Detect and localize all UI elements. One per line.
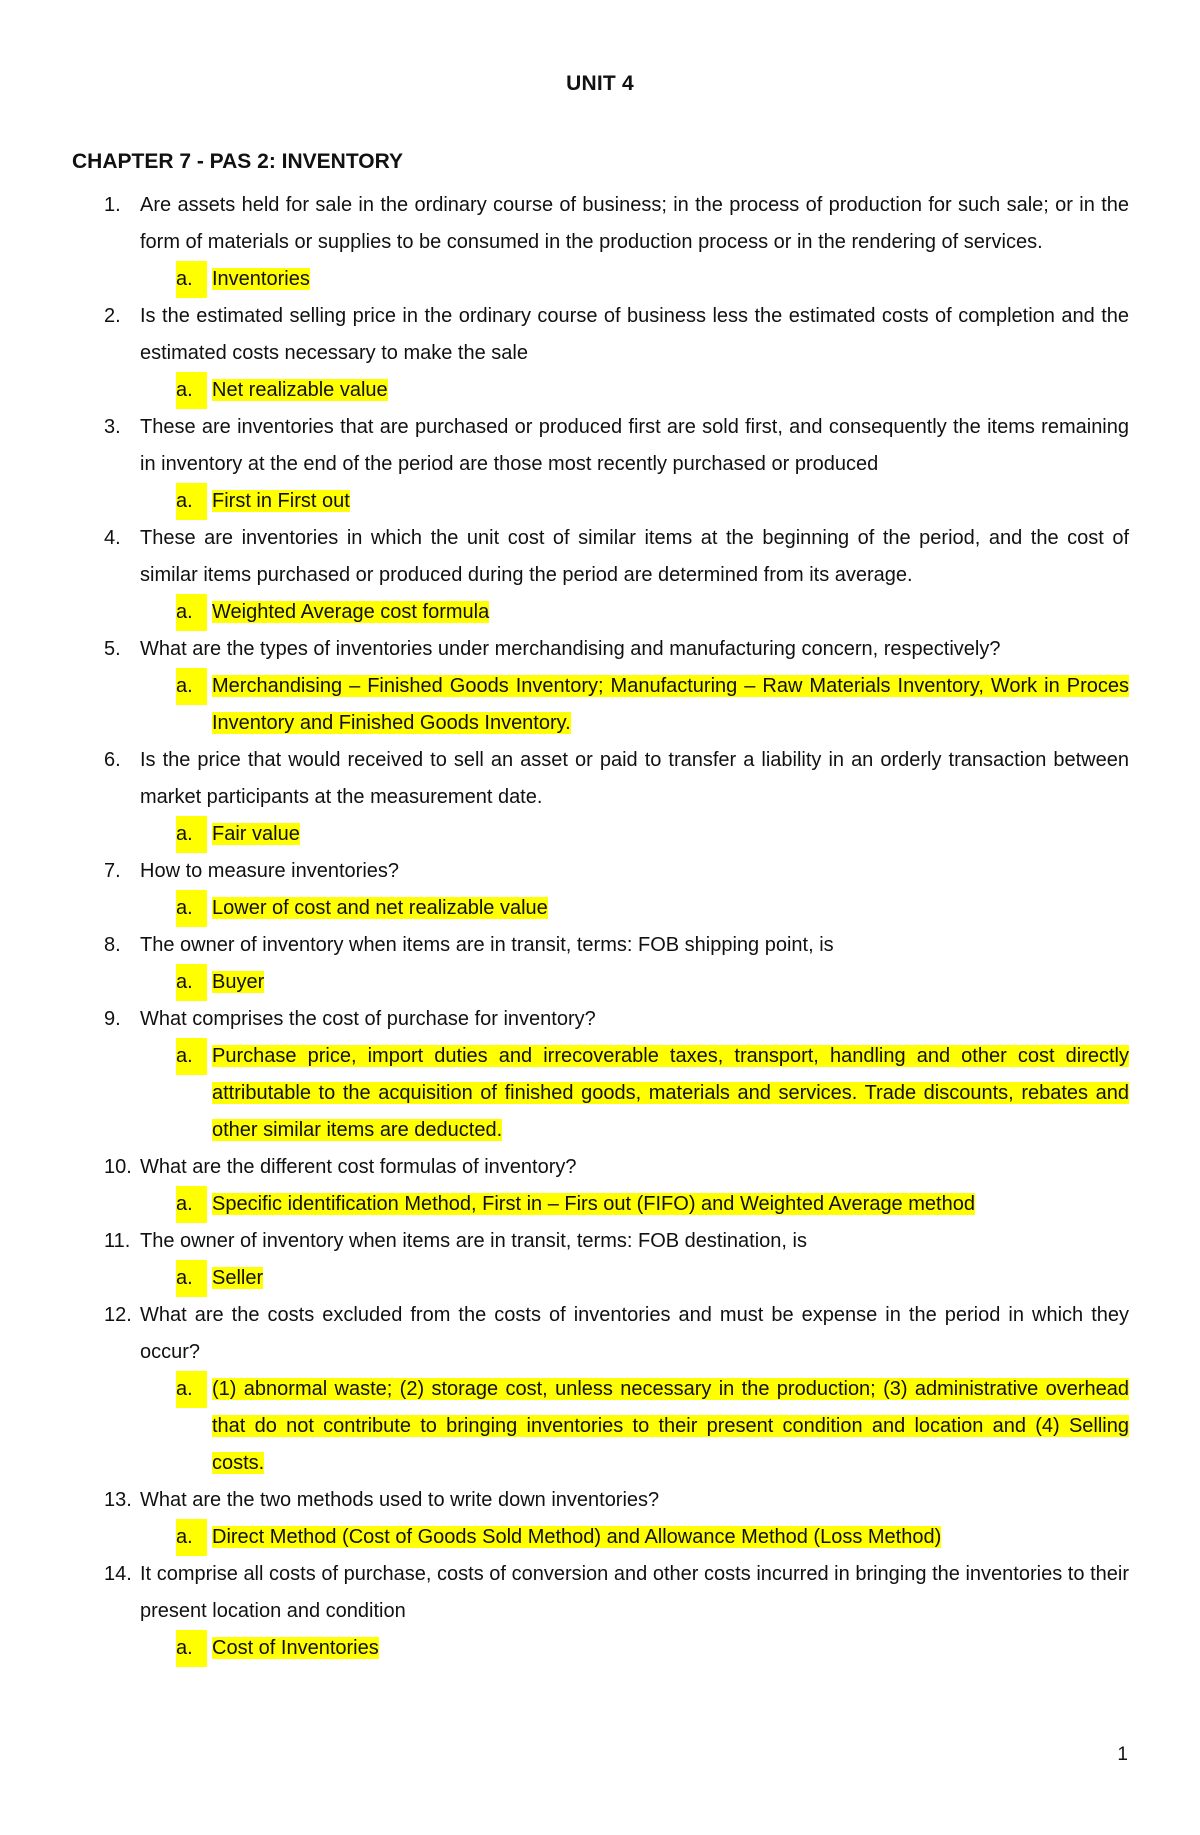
question-text: What are the different cost formulas of inventory? xyxy=(140,1156,577,1178)
question-2 xyxy=(72,298,1129,372)
answer-2 xyxy=(72,372,1129,409)
question-4 xyxy=(72,520,1129,594)
answer-text: Merchandising – Finished Goods Inventory; Manufacturing – Raw Materials Inventory, Work in Proces Inventory and Finished Goods Inventory. xyxy=(212,675,1129,734)
answer-letter: a. xyxy=(176,1630,207,1667)
answer-11 xyxy=(72,1260,1129,1297)
question-number: 6. xyxy=(104,749,121,771)
question-6 xyxy=(72,742,1129,816)
question-text: It comprise all costs of purchase, costs of conversion and other costs incurred in bringing the inventories to their present location and condition xyxy=(140,1563,1129,1622)
answer-7 xyxy=(72,890,1129,927)
page-number: 1 xyxy=(1117,1744,1128,1765)
question-13 xyxy=(72,1482,1129,1519)
answer-text: Purchase price, import duties and irrecoverable taxes, transport, handling and other cost directly attributable to the acquisition of finished goods, materials and services. Trade discounts, rebates and other similar items are deducted. xyxy=(212,1045,1129,1141)
answer-3 xyxy=(72,483,1129,520)
unit-title: UNIT 4 xyxy=(566,72,634,95)
answer-9 xyxy=(72,1038,1129,1149)
answer-text: Lower of cost and net realizable value xyxy=(212,897,548,919)
question-number: 1. xyxy=(104,194,121,216)
question-text: Are assets held for sale in the ordinary course of business; in the process of production for such sale; or in the form of materials or supplies to be consumed in the production process or in the rendering of services. xyxy=(140,194,1129,253)
answer-10 xyxy=(72,1186,1129,1223)
question-number: 4. xyxy=(104,527,121,549)
answer-letter: a. xyxy=(176,1186,207,1223)
question-number: 9. xyxy=(104,1008,121,1030)
question-list xyxy=(72,187,1129,1667)
question-text: Is the estimated selling price in the ordinary course of business less the estimated costs of completion and the estimated costs necessary to make the sale xyxy=(140,305,1129,364)
question-text: What are the types of inventories under merchandising and manufacturing concern, respectively? xyxy=(140,638,1001,660)
question-text: What are the two methods used to write down inventories? xyxy=(140,1489,660,1511)
question-text: What are the costs excluded from the costs of inventories and must be expense in the period in which they occur? xyxy=(140,1304,1129,1363)
answer-13 xyxy=(72,1519,1129,1556)
answer-letter: a. xyxy=(176,1038,207,1075)
answer-12 xyxy=(72,1371,1129,1482)
answer-letter: a. xyxy=(176,964,207,1001)
answer-letter: a. xyxy=(176,890,207,927)
answer-letter: a. xyxy=(176,372,207,409)
question-text: These are inventories in which the unit cost of similar items at the beginning of the period, and the cost of similar items purchased or produced during the period are determined from its average. xyxy=(140,527,1129,586)
question-number: 10. xyxy=(104,1156,132,1178)
answer-letter: a. xyxy=(176,483,207,520)
answer-4 xyxy=(72,594,1129,631)
question-12 xyxy=(72,1297,1129,1371)
answer-text: Inventories xyxy=(212,268,310,290)
question-text: Is the price that would received to sell an asset or paid to transfer a liability in an orderly transaction between market participants at the measurement date. xyxy=(140,749,1129,808)
answer-letter: a. xyxy=(176,594,207,631)
answer-text: Seller xyxy=(212,1267,264,1289)
answer-14 xyxy=(72,1630,1129,1667)
question-8 xyxy=(72,927,1129,964)
answer-5 xyxy=(72,668,1129,742)
question-14 xyxy=(72,1556,1129,1630)
answer-1 xyxy=(72,261,1129,298)
question-number: 12. xyxy=(104,1304,132,1326)
answer-text: Cost of Inventories xyxy=(212,1637,379,1659)
answer-text: Specific identification Method, First in – Firs out (FIFO) and Weighted Average method xyxy=(212,1193,975,1215)
question-text: What comprises the cost of purchase for inventory? xyxy=(140,1008,596,1030)
question-text: The owner of inventory when items are in transit, terms: FOB shipping point, is xyxy=(140,934,834,956)
question-text: The owner of inventory when items are in transit, terms: FOB destination, is xyxy=(140,1230,807,1252)
answer-letter: a. xyxy=(176,1519,207,1556)
question-text: These are inventories that are purchased or produced first are sold first, and consequently the items remaining in inventory at the end of the period are those most recently purchased or produced xyxy=(140,416,1129,475)
question-number: 7. xyxy=(104,860,121,882)
answer-text: Direct Method (Cost of Goods Sold Method) and Allowance Method (Loss Method) xyxy=(212,1526,942,1548)
question-number: 13. xyxy=(104,1489,132,1511)
question-5 xyxy=(72,631,1129,668)
question-number: 3. xyxy=(104,416,121,438)
question-7 xyxy=(72,853,1129,890)
answer-text: Weighted Average cost formula xyxy=(212,601,490,623)
question-10 xyxy=(72,1149,1129,1186)
question-number: 2. xyxy=(104,305,121,327)
chapter-title: CHAPTER 7 - PAS 2: INVENTORY xyxy=(72,150,403,173)
answer-letter: a. xyxy=(176,1260,207,1297)
answer-6 xyxy=(72,816,1129,853)
question-text: How to measure inventories? xyxy=(140,860,400,882)
question-11 xyxy=(72,1223,1129,1260)
answer-text: (1) abnormal waste; (2) storage cost, unless necessary in the production; (3) administrative overhead that do not contribute to bringing inventories to their present condition and location and (4) Selling costs. xyxy=(212,1378,1129,1474)
answer-letter: a. xyxy=(176,668,207,705)
answer-letter: a. xyxy=(176,261,207,298)
question-number: 11. xyxy=(104,1230,131,1252)
answer-8 xyxy=(72,964,1129,1001)
answer-text: First in First out xyxy=(212,490,350,512)
question-number: 5. xyxy=(104,638,121,660)
question-number: 8. xyxy=(104,934,121,956)
answer-letter: a. xyxy=(176,1371,207,1408)
answer-text: Net realizable value xyxy=(212,379,388,401)
question-1 xyxy=(72,187,1129,261)
question-3 xyxy=(72,409,1129,483)
answer-text: Fair value xyxy=(212,823,300,845)
answer-letter: a. xyxy=(176,816,207,853)
answer-text: Buyer xyxy=(212,971,265,993)
question-number: 14. xyxy=(104,1563,132,1585)
question-9 xyxy=(72,1001,1129,1038)
